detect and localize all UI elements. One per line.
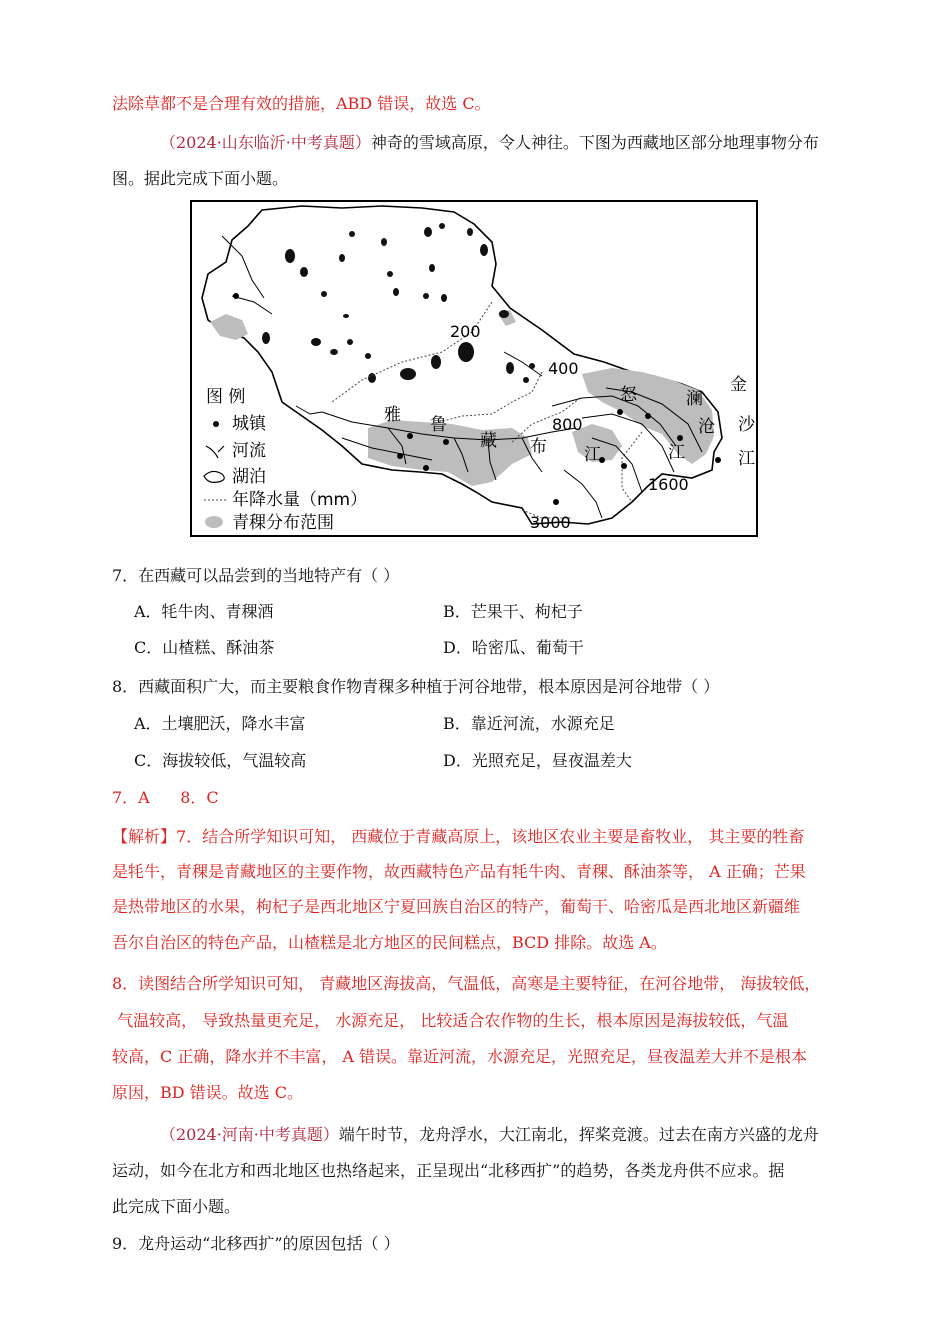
tibet-map-figure <box>190 200 758 537</box>
jinsha-label-1: 金 <box>730 375 747 395</box>
analysis-8-line1: 8．读图结合所学知识可知， 青藏地区海拔高，气温低，高寒是主要特征，在河谷地带， 海拔较低， <box>112 974 821 993</box>
yarlung-label-2: 鲁 <box>430 415 447 435</box>
analysis-7-line1: 【解析】7．结合所学知识可知， 西藏位于青藏高原上，该地区农业主要是畜牧业， 其主要的牲畜 <box>112 827 805 846</box>
q7-option-c: C．山楂糕、酥油茶 <box>134 638 275 657</box>
q7-option-d: D．哈密瓜、葡萄干 <box>443 638 584 657</box>
jinsha-label-3: 江 <box>738 449 755 469</box>
lancang-label-3: 江 <box>668 443 685 463</box>
question-8-stem: 8．西藏面积广大，而主要粮食作物青稞多种植于河谷地带，根本原因是河谷地带（ ） <box>112 677 720 696</box>
legend-title: 图 例 <box>206 387 246 407</box>
yarlung-label-1: 雅 <box>384 405 401 425</box>
source-tag: （2024·山东临沂·中考真题） <box>160 133 371 152</box>
question-group-stem-cont: 图。据此完成下面小题。 <box>112 169 289 188</box>
q7-option-a: A．牦牛肉、青稞酒 <box>134 602 274 621</box>
question-7-stem: 7．在西藏可以品尝到的当地特产有（ ） <box>112 566 400 585</box>
question-group-stem <box>160 132 819 154</box>
yarlung-label-3: 藏 <box>480 431 497 451</box>
analysis-8-line4: 原因，BD 错误。故选 C。 <box>112 1083 304 1102</box>
q8-option-b: B．靠近河流，水源充足 <box>443 714 615 733</box>
question-9-group-stem-cont: 运动，如今在北方和西北地区也热络起来，正呈现出“北移西扩”的趋势，各类龙舟供不应求。据 <box>112 1161 785 1180</box>
nu-label: 怒 <box>620 385 637 405</box>
isohyet-400: 400 <box>548 359 579 378</box>
answer-key: 7．A 8．C <box>112 788 219 807</box>
legend-river: 河流 <box>232 441 266 461</box>
stem-text: 神奇的雪域高原，令人神往。下图为西藏地区部分地理事物分布 <box>370 133 819 152</box>
gray-patch-icon <box>205 516 223 528</box>
question-9-stem: 9．龙舟运动“北移西扩”的原因包括（ ） <box>112 1234 400 1253</box>
lake-icon <box>204 471 224 482</box>
isohyet-3000: 3000 <box>530 513 571 532</box>
lancang-label-2: 沧 <box>698 417 715 437</box>
lancang-label-1: 澜 <box>686 389 703 409</box>
question-9-group-stem-end: 此完成下面小题。 <box>112 1197 241 1216</box>
river-icon <box>206 446 224 458</box>
legend-lake: 湖泊 <box>232 467 266 487</box>
analysis-label: 【解析】 <box>112 827 177 846</box>
source-tag-9: （2024·河南·中考真题） <box>160 1125 339 1144</box>
isohyet-200: 200 <box>450 322 481 341</box>
yarlung-label-4: 布 <box>530 437 547 457</box>
analysis-8-line2: 气温较高， 导致热量更充足， 水源充足， 比较适合农作物的生长，根本原因是海拔较低，气温 <box>112 1011 789 1030</box>
isohyet-1600: 1600 <box>648 475 689 494</box>
question-9-group-stem: （2024·河南·中考真题）端午时节，龙舟浮水，大江南北，挥桨竞渡。过去在南方兴盛的龙舟 <box>160 1125 819 1144</box>
q8-option-c: C．海拔较低，气温较高 <box>134 751 307 770</box>
dot-icon <box>213 421 219 427</box>
tibet-map-svg <box>192 202 756 535</box>
q7-option-b: B．芒果干、枸杞子 <box>443 602 583 621</box>
analysis-7-line2: 是牦牛，青稞是青藏地区的主要作物，故西藏特色产品有牦牛肉、青稞、酥油茶等， A 正确；芒果 <box>112 862 806 881</box>
legend-town: 城镇 <box>232 414 266 434</box>
jinsha-label-2: 沙 <box>738 415 755 435</box>
analysis-7-line3: 是热带地区的水果，枸杞子是西北地区宁夏回族自治区的特产，葡萄干、哈密瓜是西北地区新疆维 <box>112 897 801 916</box>
analysis-7-line4: 吾尔自治区的特色产品，山楂糕是北方地区的民间糕点，BCD 排除。故选 A。 <box>112 933 667 952</box>
legend-barley: 青稞分布范围 <box>232 513 334 533</box>
yarlung-label-5: 江 <box>584 445 601 465</box>
legend-isohyet: 年降水量（mm） <box>232 490 368 510</box>
q8-option-d: D．光照充足，昼夜温差大 <box>443 751 632 770</box>
isohyet-800: 800 <box>552 415 583 434</box>
q8-option-a: A．土壤肥沃，降水丰富 <box>134 714 306 733</box>
previous-answer-tail: 法除草都不是合理有效的措施，ABD 错误，故选 C。 <box>112 94 491 113</box>
analysis-8-line3: 较高，C 正确，降水并不丰富， A 错误。靠近河流，水源充足，光照充足，昼夜温差大并不是根本 <box>112 1047 808 1066</box>
